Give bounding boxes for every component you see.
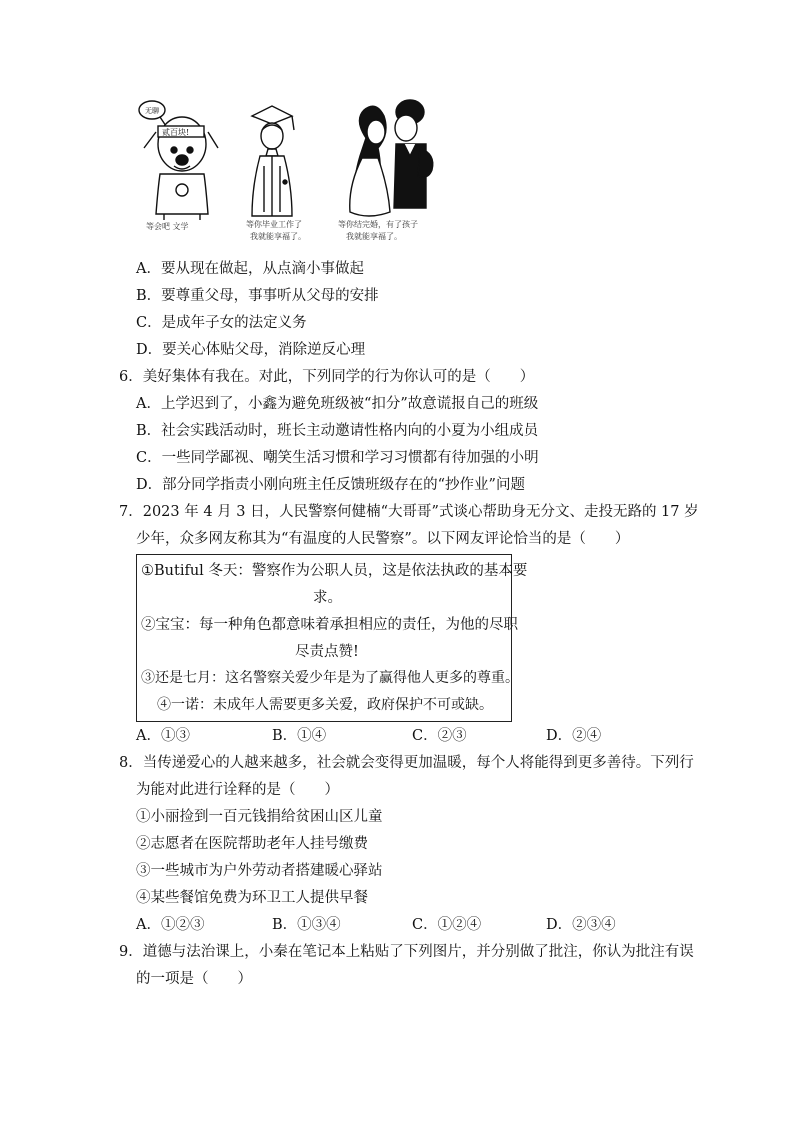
q6-option-a: A．上学迟到了，小鑫为避免班级被“扣分”故意谎报自己的班级 [136,396,539,412]
q7-comment-2-line2: 尽责点赞! [295,644,359,660]
q7-comment-2-line1: ②宝宝：每一种角色都意味着承担相应的责任，为他的尽职 [141,617,518,633]
q7-stem-line2: 少年，众多网友称其为“有温度的人民警察”。以下网友评论恰当的是（ ） [136,531,630,547]
q8-stem-line2: 为能对此进行诠释的是（ ） [136,782,339,798]
q7-comment-3: ③还是七月：这名警察关爱少年是为了赢得他人更多的尊重。 [141,670,519,686]
panel2-caption-line1: 等你毕业工作了 [246,220,302,229]
q5-option-b: B．要尊重父母，事事听从父母的安排 [136,288,379,304]
q8-stem-line1: 8．当传递爱心的人越来越多，社会就会变得更加温暖，每个人将能得到更多善待。下列行 [119,755,694,771]
q7-choice-c: C．②③ [412,728,467,744]
q7-stem-line1: 7．2023 年 4 月 3 日，人民警察何健楠“大哥哥”式谈心帮助身无分文、走投无路的 17 岁 [119,504,699,520]
q5-option-a: A．要从现在做起，从点滴小事做起 [136,261,364,277]
panel3-caption-line1: 等你结完婚，有了孩子 [338,220,418,229]
cartoon-strip [138,96,438,248]
q7-choice-a: A．①③ [136,728,190,744]
q8-item-3: ③一些城市为户外劳动者搭建暖心驿站 [136,863,383,879]
q7-comment-1-line1: ①Butiful 冬天：警察作为公职人员，这是依法执政的基本要 [141,563,528,579]
q7-comment-box [136,554,528,722]
panel2-caption-line2: 我就能享福了。 [250,232,306,241]
q6-option-c: C．一些同学鄙视、嘲笑生活习惯和学习习惯都有待加强的小明 [136,450,539,466]
panel3-caption-line2: 我就能享福了。 [346,232,402,241]
cartoon-panel-3 [350,100,433,216]
q9-stem-line2: 的一项是（ ） [136,971,252,987]
q8-choice-a: A．①②③ [136,917,205,933]
q6-option-b: B．社会实践活动时，班长主动邀请性格内向的小夏为小组成员 [136,423,539,439]
q8-item-2: ②志愿者在医院帮助老年人挂号缴费 [136,836,368,852]
q8-choice-d: D．②③④ [546,917,616,933]
q5-option-d: D．要关心体贴父母，消除逆反心理 [136,342,366,358]
panel1-sign-text: 贰百块! [162,128,190,137]
q6-stem: 6．美好集体有我在。对此，下列同学的行为你认可的是（ ） [119,369,535,385]
q7-choice-d: D．②④ [546,728,602,744]
q9-stem-line1: 9．道德与法治课上，小秦在笔记本上粘贴了下列图片，并分别做了批注，你认为批注有误 [119,944,694,960]
q8-item-1: ①小丽捡到一百元钱捐给贫困山区儿童 [136,809,383,825]
cartoon-panel-2 [252,106,294,216]
q7-choice-b: B．①④ [272,728,327,744]
q8-choice-c: C．①②④ [412,917,482,933]
q8-item-4: ④某些餐馆免费为环卫工人提供早餐 [136,890,368,906]
q5-option-c: C．是成年子女的法定义务 [136,315,307,331]
q8-choice-b: B．①③④ [272,917,341,933]
panel1-bubble-text: 无聊 [145,107,159,115]
panel1-caption: 等会吧 文学 [146,222,189,231]
q7-comment-4: ④一诺：未成年人需要更多关爱，政府保护不可或缺。 [157,697,493,713]
q6-option-d: D．部分同学指责小刚向班主任反馈班级存在的“抄作业”问题 [136,477,525,493]
q7-comment-1-line2: 求。 [313,590,342,606]
cartoon-panel-1 [139,101,218,220]
cartoon-illustration [138,96,438,248]
